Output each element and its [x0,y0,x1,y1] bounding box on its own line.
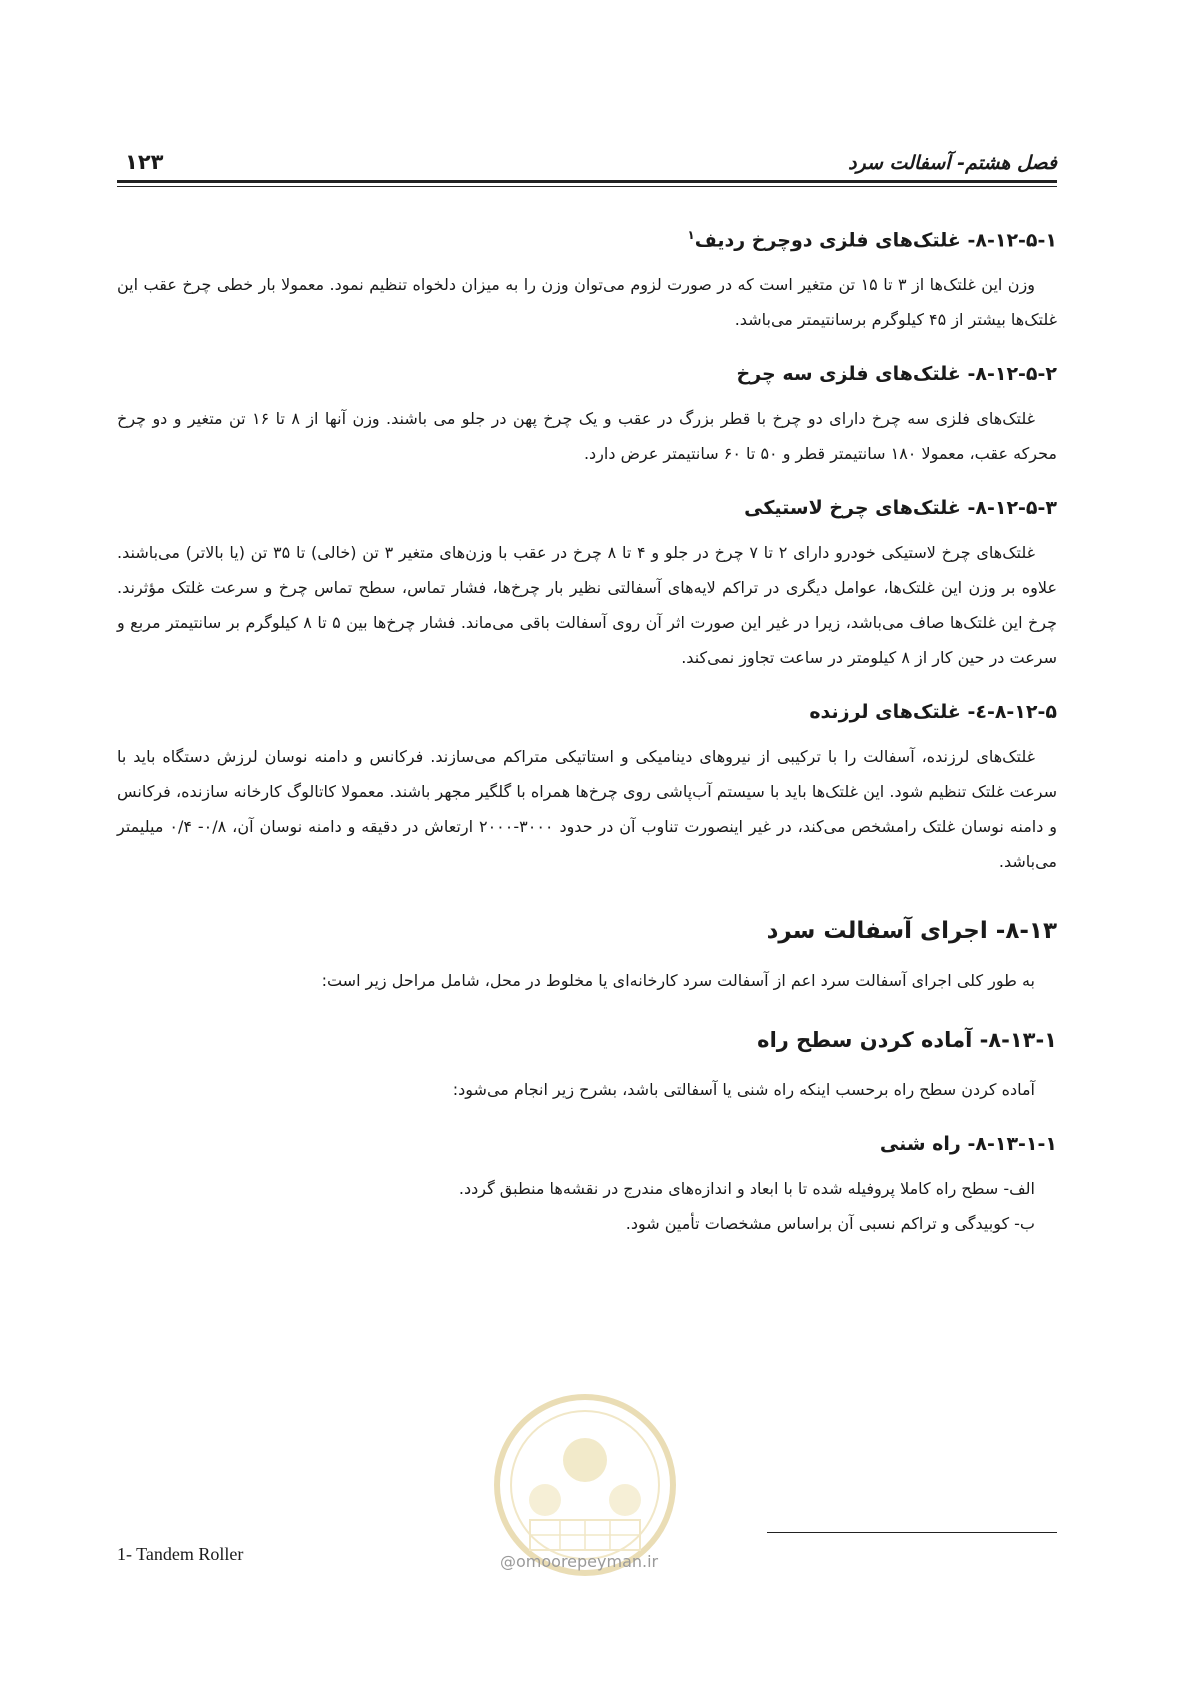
footnote-separator [767,1532,1057,1533]
list-item: الف- سطح راه کاملا پروفیله شده تا با ابعاد و اندازه‌های مندرج در نقشه‌ها منطبق گردد. [458,1179,1035,1199]
running-title: فصل هشتم- آسفالت سرد [848,152,1057,174]
section-heading: ۸-۱۳-۱-۱- راه شنی [879,1133,1057,1156]
section-heading [117,218,1057,257]
section-paragraph: به طور کلی اجرای آسفالت سرد اعم از آسفالت سرد کارخانه‌ای یا مخلوط در محل، شامل مراحل زیر است: [321,971,1035,991]
page-header [117,150,1057,178]
section-heading: ۸-۱۲-۵-٤- غلتک‌های لرزنده [809,701,1057,724]
page-content [117,198,1057,1241]
header-rule-thin [117,186,1057,187]
section-paragraph: غلتک‌های لرزنده، آسفالت را با ترکیبی از نیروهای دینامیکی و استاتیکی متراکم می‌سازند. فرکانس و دامنه نوسان لرزش دستگاه باید با سرعت غلتک تنظیم شود. این غلتک‌ها باید با سیستم آب‌پاشی روی چرخ‌ها همراه با گلگیر مجهر باشند. معمولا کاتالوگ کارخانه سازنده، فرکانس و دامنه نوسان غلتک رامشخص می‌کند، در غیر اینصورت تناوب آن در حدود ۳۰۰۰-۲۰۰۰ ارتعاش در دقیقه و دامنه نوسان آن، ۰/۸- ۰/۴ میلیمتر می‌باشد. [117,747,1058,872]
section-paragraph: غلتک‌های چرخ لاستیکی خودرو دارای ۲ تا ۷ چرخ در جلو و ۴ تا ۸ چرخ در عقب با وزن‌های متغیر ۳ تن (خالی) تا ۳۵ تن (یا بالاتر) می‌باشند. علاوه بر وزن این غلتک‌ها، عوامل دیگری در تراکم لایه‌های آسفالتی نظیر بار چرخ‌ها، فشار تماس، سطح تماس چرخ و سرعت غلتک مؤثرند. چرخ این غلتک‌ها صاف می‌باشد، زیرا در غیر این صورت اثر آن روی آسفالت باقی می‌ماند. فشار چرخ‌ها بین ۵ تا ۸ کیلوگرم بر سانتیمتر مربع و سرعت در حین کار از ۸ کیلومتر در ساعت تجاوز نمی‌کند. [117,543,1058,668]
footnote: 1- Tandem Roller [117,1544,244,1564]
section-heading: ۸-۱۲-۵-۳- غلتک‌های چرخ لاستیکی [744,497,1057,520]
list-item: ب- کوبیدگی و تراکم نسبی آن براساس مشخصات تأمین شود. [625,1214,1035,1234]
header-rule [117,180,1057,183]
watermark-url: @omoorepeyman.ir [500,1552,659,1571]
footnote-marker: ۱ [687,228,695,242]
section-paragraph: وزن این غلتک‌ها از ۳ تا ۱۵ تن متغیر است که در صورت لزوم می‌توان وزن را به میزان دلخواه تنظیم نمود. معمولا بار خطی چرخ عقب این غلتک‌ها بیشتر از ۴۵ کیلوگرم برسانتیمتر می‌باشد. [117,275,1057,330]
section-heading-text: ۸-۱۲-۵-۱- غلتک‌های فلزی دوچرخ ردیف [694,229,1057,252]
subsection-heading: ۸-۱۳-۱- آماده کردن سطح راه [757,1028,1057,1053]
section-paragraph: غلتک‌های فلزی سه چرخ دارای دو چرخ با قطر بزرگ در عقب و یک چرخ پهن در جلو می باشند. وزن آنها از ۸ تا ۱۶ تن متغیر و دو چرخ محرکه عقب، معمولا ۱۸۰ سانتیمتر قطر و ۵۰ تا ۶۰ سانتیمتر عرض دارد. [117,409,1057,464]
page-number: ۱۲۳ [125,150,164,174]
section-paragraph: آماده کردن سطح راه برحسب اینکه راه شنی یا آسفالتی باشد، بشرح زیر انجام می‌شود: [452,1080,1035,1100]
section-heading: ۸-۱۲-۵-۲- غلتک‌های فلزی سه چرخ [736,363,1057,386]
chapter-section-heading: ۸-۱۳- اجرای آسفالت سرد [766,918,1057,945]
